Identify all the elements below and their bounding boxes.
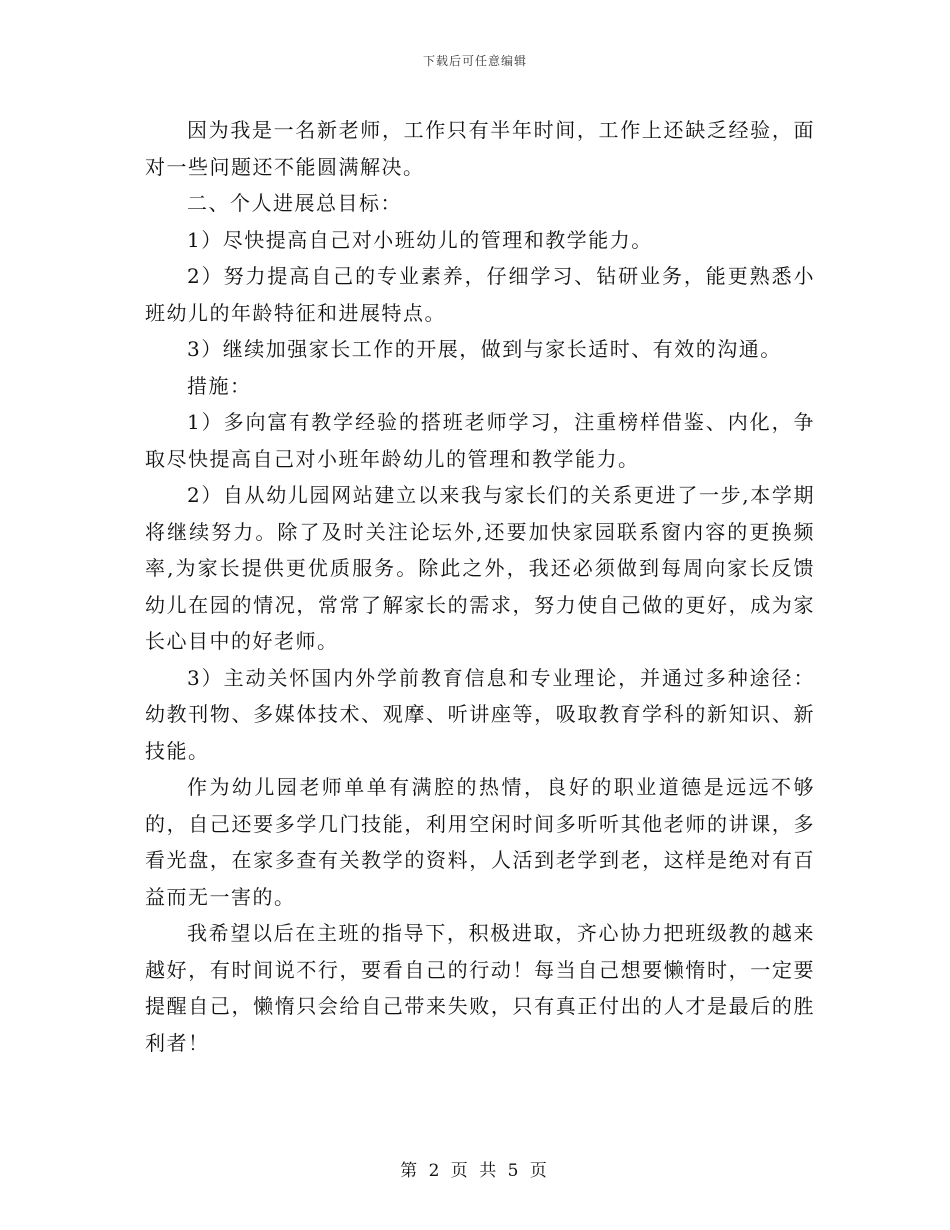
- paragraph-intro: 因为我是一名新老师，工作只有半年时间，工作上还缺乏经验，面对一些问题还不能圆满解决。: [145, 118, 815, 179]
- section-heading-measures: 措施：: [187, 373, 252, 398]
- measure-item-3: 3）主动关怀国内外学前教育信息和专业理论，并通过多种途径：幼教刊物、多媒体技术、观摩、听讲座等，吸取教育学科的新知识、新技能。: [145, 665, 815, 763]
- page-number-footer: 第 2 页 共 5 页: [400, 1161, 550, 1181]
- section-heading-goals: 二、个人进展总目标：: [187, 191, 402, 215]
- paragraph-reflection: 作为幼儿园老师单单有满腔的热情，良好的职业道德是远远不够的，自己还要多学几门技能，利用空闲时间多听听其他老师的讲课，多看光盘，在家多查有关教学的资料，人活到老学到老，这样是绝对有百益而无一害的。: [145, 775, 815, 909]
- measure-item-1: 1）多向富有教学经验的搭班老师学习，注重榜样借鉴、内化，争取尽快提高自己对小班年龄幼儿的管理和教学能力。: [145, 410, 815, 471]
- goal-item-2: 2）努力提高自己的专业素养，仔细学习、钻研业务，能更熟悉小班幼儿的年龄特征和进展特点。: [145, 264, 815, 325]
- page-header: 下载后可任意编辑: [422, 54, 527, 68]
- document-body: [145, 112, 815, 1061]
- paragraph-conclusion: 我希望以后在主班的指导下，积极进取，齐心协力把班级教的越来越好，有时间说不行，要看自己的行动！每当自己想要懒惰时，一定要提醒自己，懒惰只会给自己带来失败，只有真正付出的人才是最后的胜利者！: [145, 921, 815, 1055]
- measure-item-2: 2）自从幼儿园网站建立以来我与家长们的关系更进了一步,本学期将继续努力。除了及时关注论坛外,还要加快家园联系窗内容的更换频率,为家长提供更优质服务。除此之外，我还必须做到每周向家长反馈幼儿在园的情况，常常了解家长的需求，努力使自己做的更好，成为家长心目中的好老师。: [145, 483, 815, 653]
- goal-item-1: 1）尽快提高自己对小班幼儿的管理和教学能力。: [187, 227, 653, 252]
- goal-item-3: 3）继续加强家长工作的开展，做到与家长适时、有效的沟通。: [187, 337, 782, 361]
